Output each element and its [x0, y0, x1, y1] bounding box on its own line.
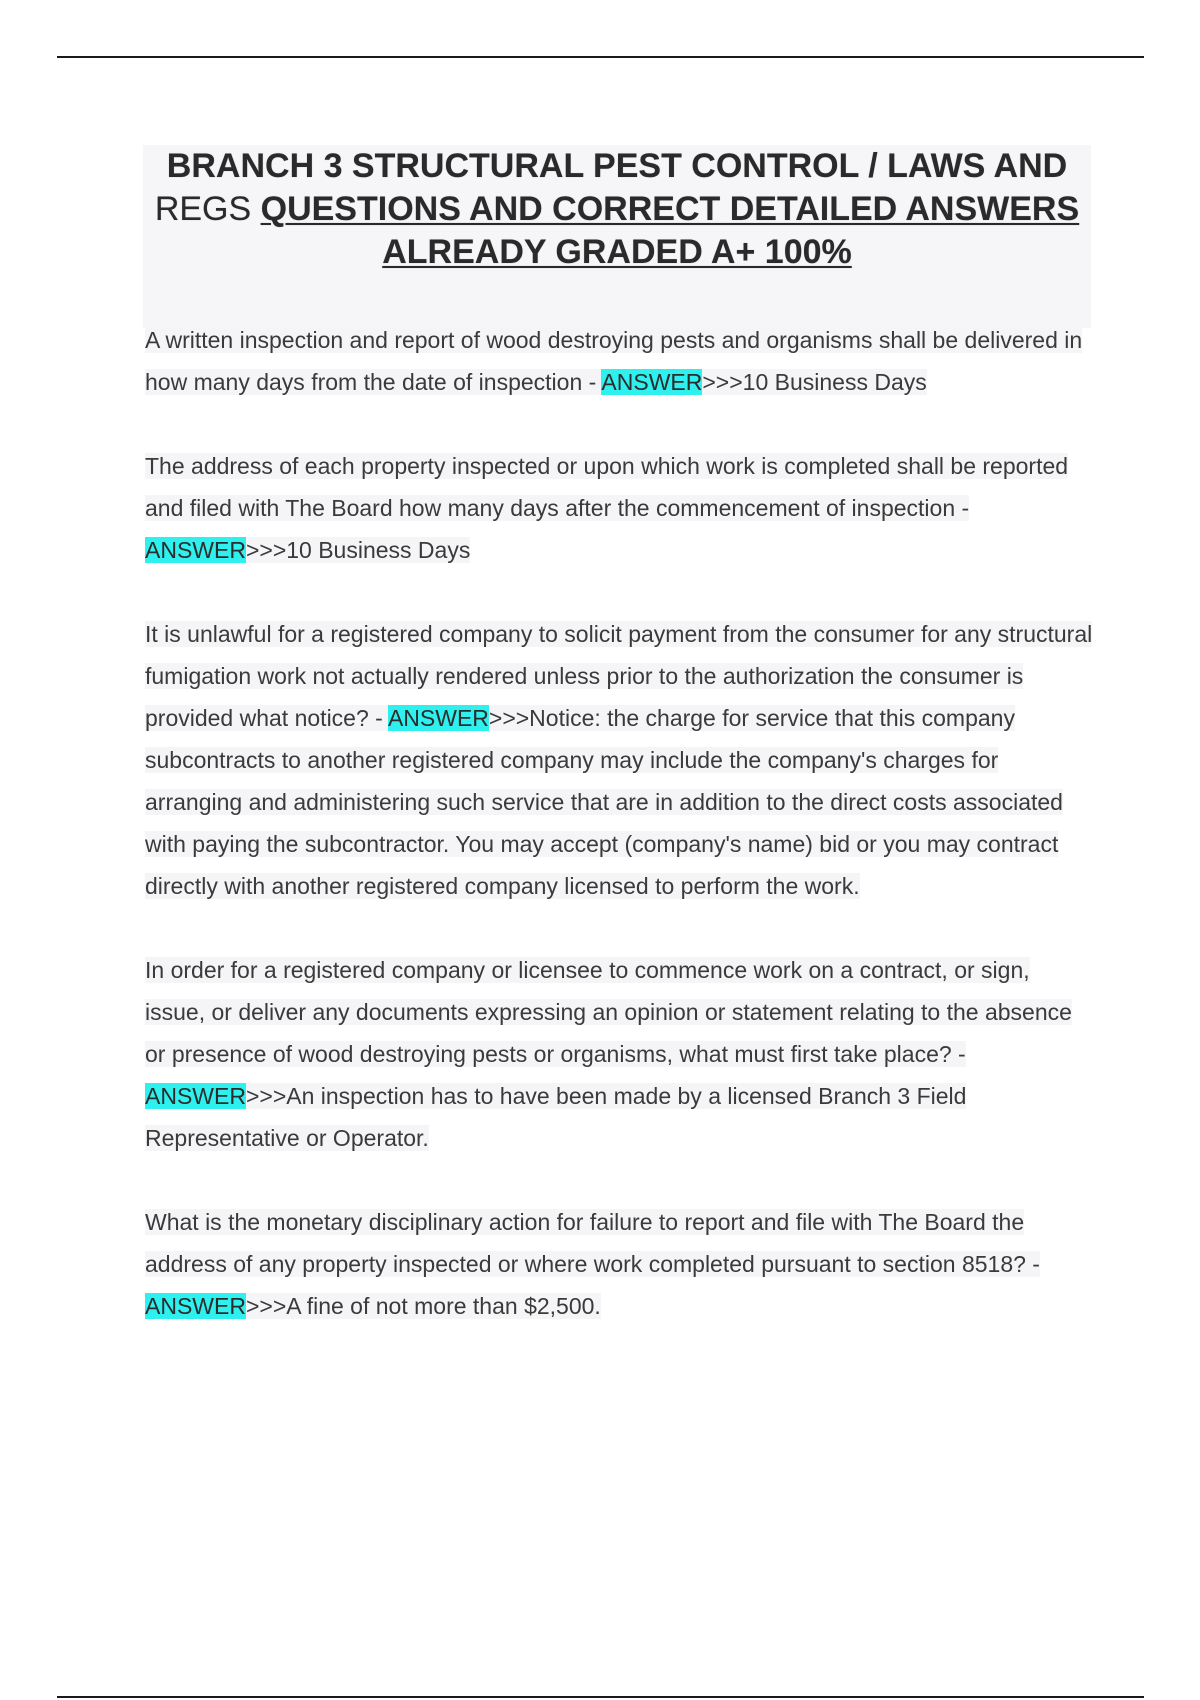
answer-marker: ANSWER — [601, 369, 703, 395]
answer-text: >>>10 Business Days — [245, 537, 471, 563]
answer-marker: ANSWER — [145, 1083, 246, 1109]
header-rule — [57, 56, 1144, 58]
footer-rule — [57, 1696, 1144, 1698]
title-block — [143, 145, 1091, 328]
answer-marker: ANSWER — [145, 537, 246, 563]
question-text: What is the monetary disciplinary action for failure to report and file with The Board the address of any property inspected or where work completed pursuant to section 8518? - — [145, 1209, 1040, 1277]
title-line-2-plain: REGS — [154, 190, 252, 228]
answer-text: >>>A fine of not more than $2,500. — [245, 1293, 601, 1319]
qa-list — [145, 319, 1095, 1369]
qa-item — [145, 445, 1095, 571]
question-text: A written inspection and report of wood destroying pests and organisms shall be delivered in how many days from the date of inspection - — [145, 327, 1083, 395]
qa-item — [145, 949, 1095, 1159]
answer-marker: ANSWER — [145, 1293, 246, 1319]
document-title — [143, 145, 1091, 274]
question-text: It is unlawful for a registered company to solicit payment from the consumer for any structural fumigation work not actually rendered unless prior to the authorization the consumer is provided what notice? - — [145, 621, 1093, 731]
qa-item — [145, 1201, 1095, 1327]
qa-item — [145, 319, 1095, 403]
title-line-2-bold: QUESTIONS AND CORRECT DETAILED ANSWERS — [260, 190, 1080, 228]
question-text: In order for a registered company or licensee to commence work on a contract, or sign, issue, or deliver any documents expressing an opinion or statement relating to the absence or presence of wood destroying pests or organisms, what must first take place? - — [145, 957, 1072, 1067]
answer-marker: ANSWER — [387, 705, 489, 731]
question-text: The address of each property inspected or upon which work is completed shall be reported and filed with The Board how many days after the commencement of inspection - — [145, 453, 1069, 521]
qa-item — [145, 613, 1095, 907]
answer-text: >>>10 Business Days — [702, 369, 927, 395]
title-line-3: ALREADY GRADED A+ 100% — [382, 233, 852, 271]
title-line-1: BRANCH 3 STRUCTURAL PEST CONTROL / LAWS AND — [166, 147, 1068, 185]
answer-text: >>>Notice: the charge for service that this company subcontracts to another registered company may include the company's charges for arranging and administering such service that are in addition to the direct costs associated with paying the subcontractor. You may accept (company's name) bid or you may contract directly with another registered company licensed to perform the work. — [145, 705, 1063, 899]
answer-text: >>>An inspection has to have been made by a licensed Branch 3 Field Representative or Operator. — [145, 1083, 967, 1151]
